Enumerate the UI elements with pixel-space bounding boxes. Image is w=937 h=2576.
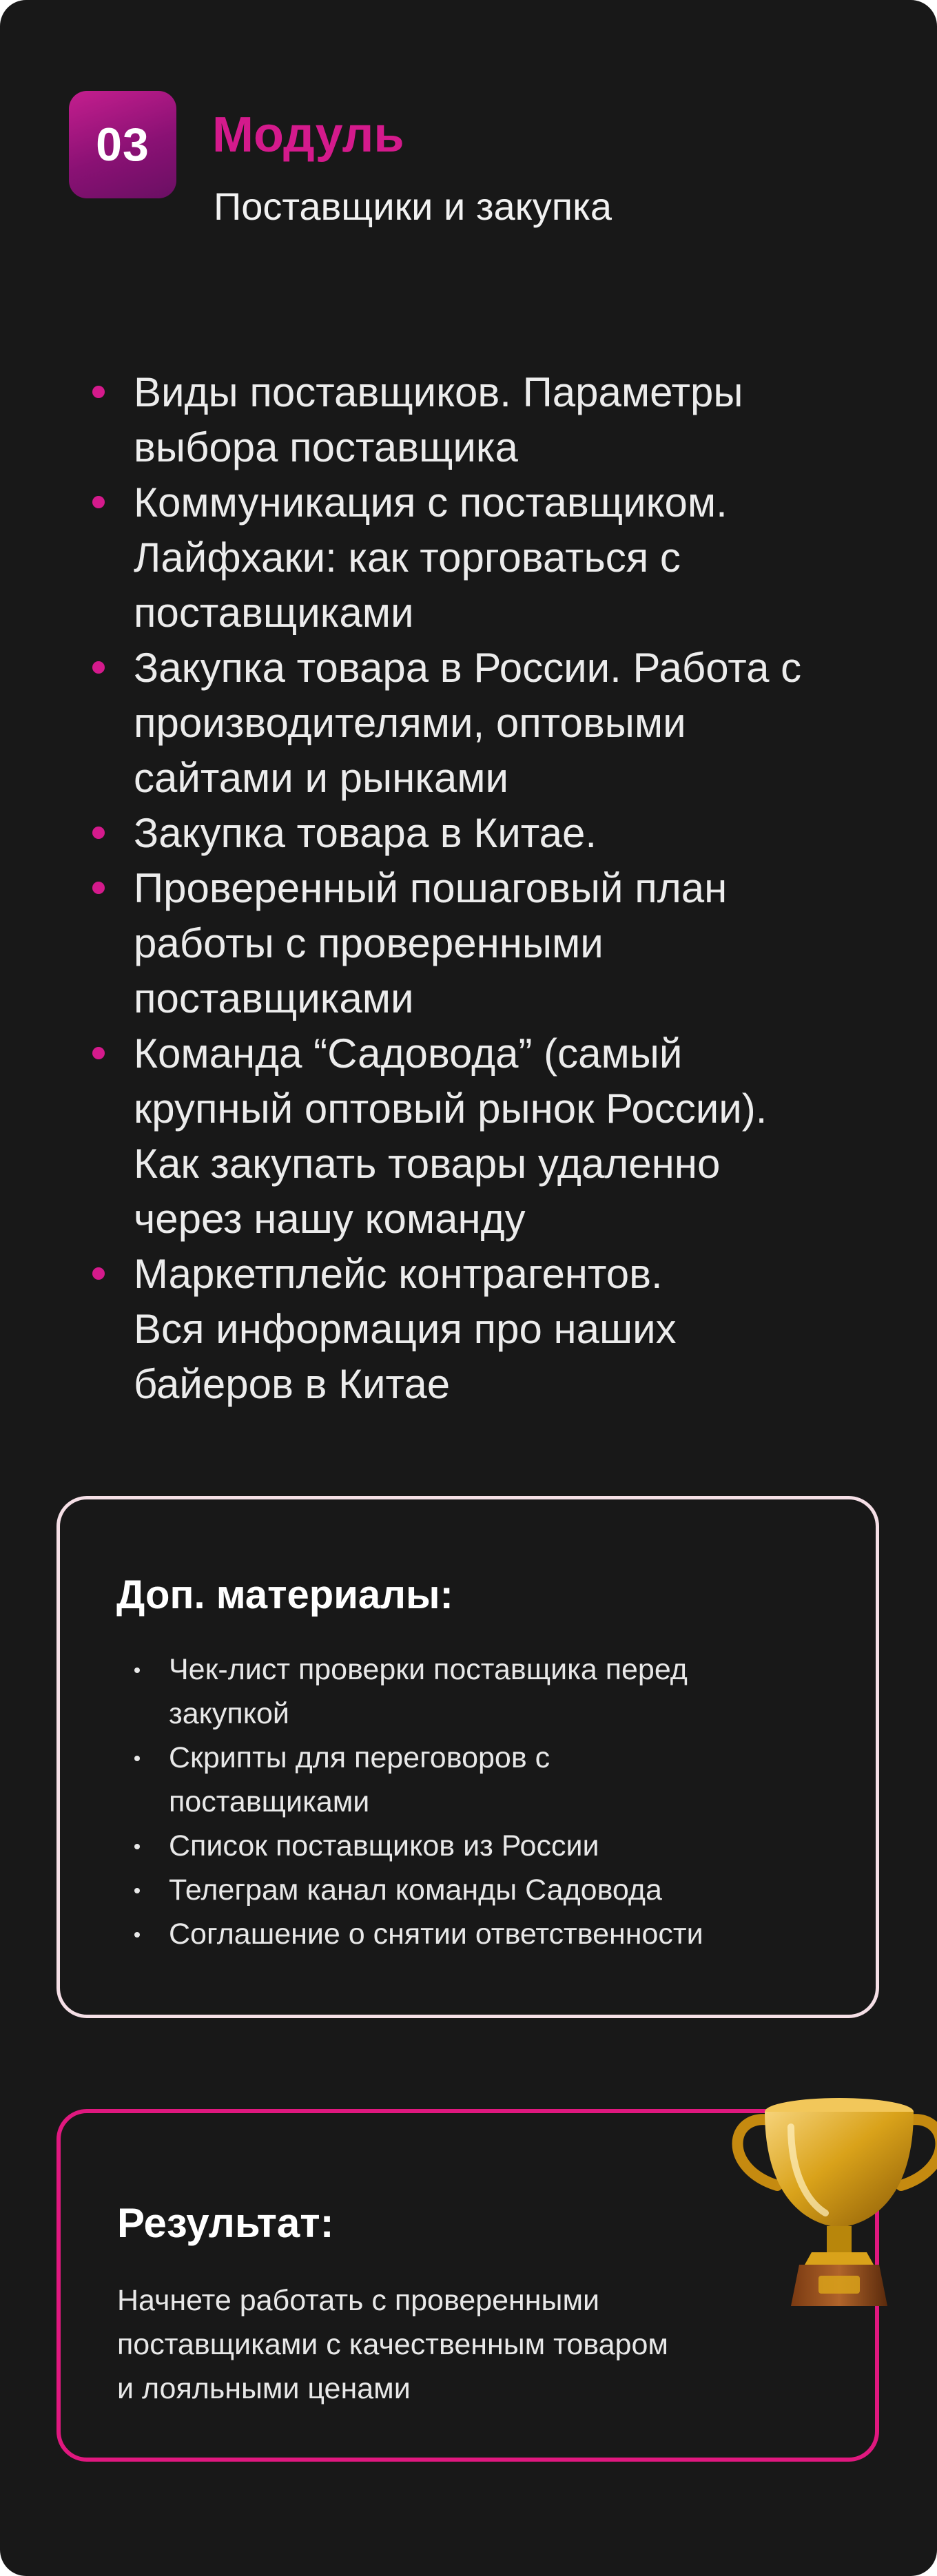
materials-item: Чек-лист проверки поставщика перед закупкой [134,1648,823,1736]
materials-list [134,1648,823,1956]
module-title: Поставщики и закупка [214,185,612,228]
materials-title: Доп. материалы: [116,1572,453,1617]
materials-item: Телеграм канал команды Садовода [134,1868,823,1912]
result-title: Результат: [117,2200,334,2246]
topic-item: Проверенный пошаговый план работы с проверенными поставщиками [92,861,919,1026]
materials-item: Соглашение о снятии ответственности [134,1912,823,1956]
topics-list [92,365,919,1412]
module-number: 03 [96,118,150,171]
module-label: Модуль [212,107,404,163]
topic-item: Коммуникация с поставщиком. Лайфхаки: как торговаться с поставщиками [92,475,919,641]
topic-item: Команда “Садовода” (самый крупный оптовый рынок России). Как закупать товары удаленно через нашу команду [92,1026,919,1247]
topic-item: Виды поставщиков. Параметры выбора поставщика [92,365,919,475]
result-text: Начнете работать с проверенными поставщиками с качественным товаром и лояльными ценами [117,2284,668,2405]
additional-materials-box [56,1496,879,2018]
topic-item: Закупка товара в Китае. [92,806,919,861]
materials-item: Список поставщиков из России [134,1824,823,1868]
topic-item: Маркетплейс контрагентов. Вся информация про наших байеров в Китае [92,1247,919,1412]
module-number-badge [69,91,176,198]
topic-item: Закупка товара в России. Работа с производителями, оптовыми сайтами и рынками [92,641,919,806]
trophy-icon [722,2092,937,2313]
materials-item: Скрипты для переговоров с поставщиками [134,1736,823,1824]
